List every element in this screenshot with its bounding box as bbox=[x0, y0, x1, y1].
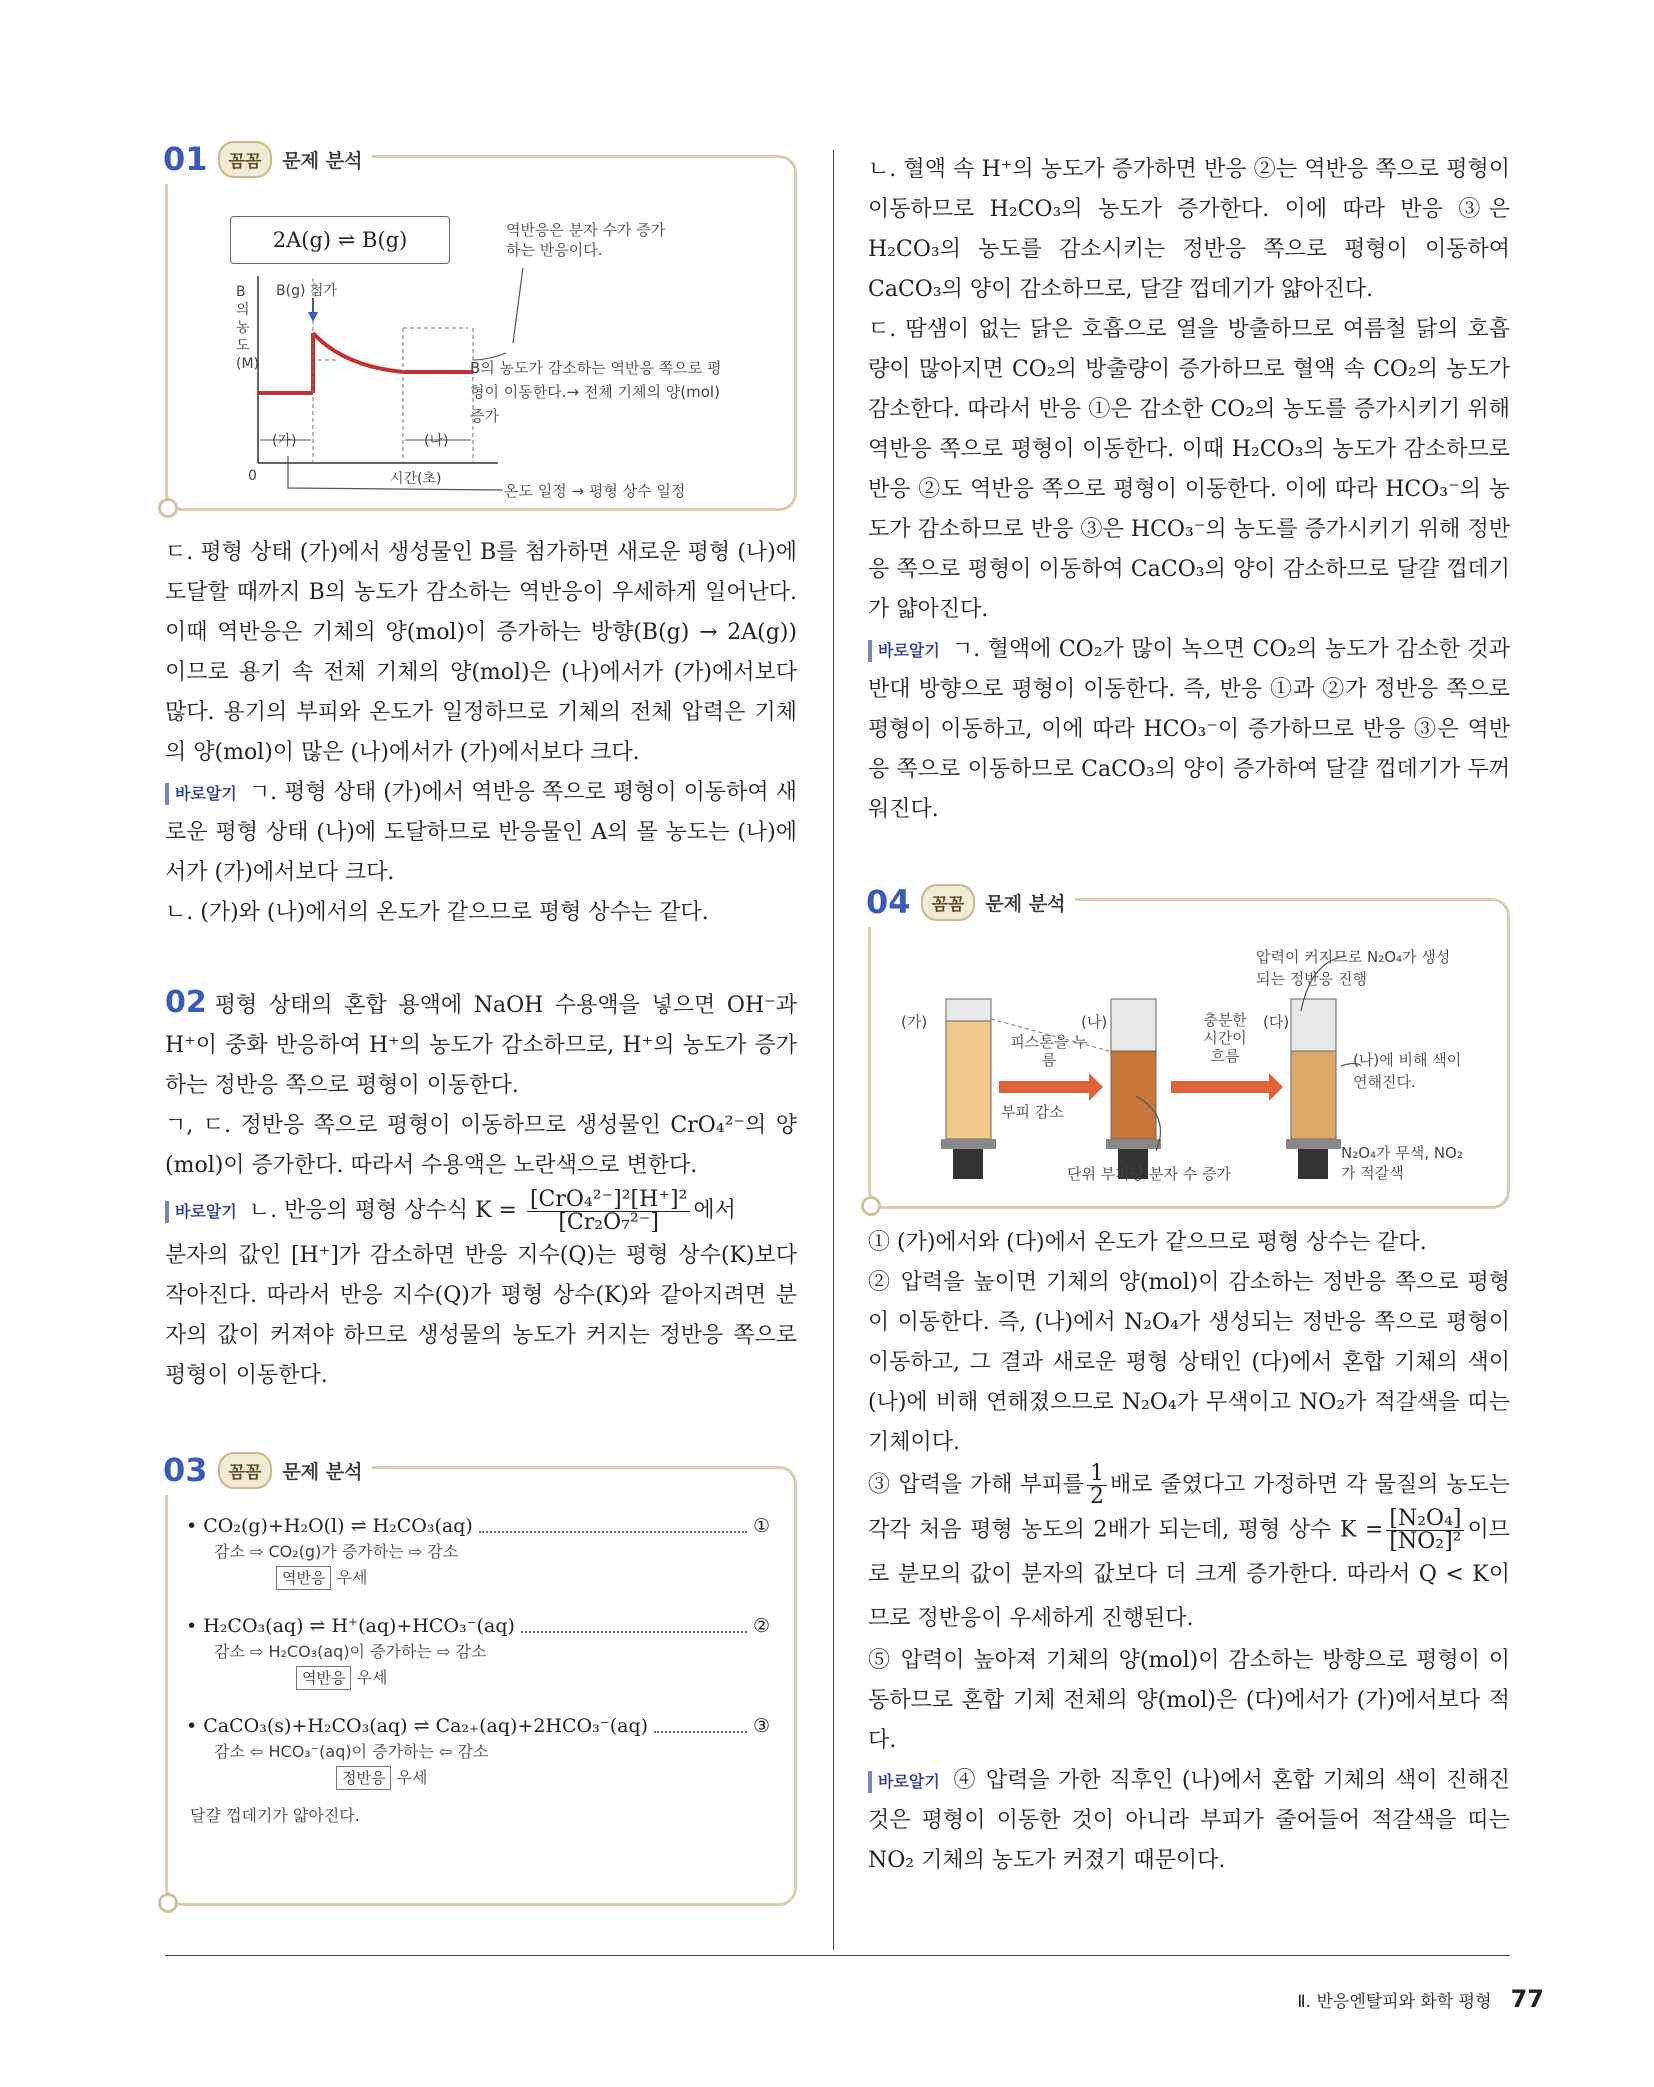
q04-statement-4: ④ 압력을 가한 직후인 (나)에서 혼합 기체의 색이 진해진 것은 평형이 이동한 것이 아니라 부피가 줄어들어 적갈색을 띠는 NO₂ 기체의 농도가 커졌기 때문이다. bbox=[868, 1768, 1510, 1873]
q04-bottom-note: 단위 부피당 분자 수 증가 bbox=[1067, 1165, 1231, 1183]
q02-explanation: ㄱ, ㄷ. 정반응 쪽으로 평형이 이동하므로 생성물인 CrO₄²⁻의 양(mol)이 증가한다. 따라서 수용액은 노란색으로 변한다. bbox=[165, 1113, 797, 1178]
page-footer bbox=[1297, 1985, 1544, 2013]
ring-decoration bbox=[158, 1893, 178, 1913]
q03-label: 문제 분석 bbox=[282, 1460, 363, 1483]
q03-badge: 꼼꼼 bbox=[218, 1452, 273, 1489]
q03-reaction-2-tag: 역반응 bbox=[296, 1666, 351, 1690]
q04-half-fraction bbox=[1087, 1463, 1107, 1508]
q04-statement-2: ② 압력을 높이면 기체의 양(mol)이 감소하는 정반응 쪽으로 평형이 이동한다. 즉, (나)에서 N₂O₄가 생성되는 정반응 쪽으로 평형이 이동하고, 그 결과 새로운 평형 상태인 (다)에서 혼합 기체의 색이 (나)에 비해 연해졌으므로 N₂O₄가 무색이고 NO₂가 적갈색을 띠는 기체이다. bbox=[868, 1270, 1510, 1455]
q03-reaction-1-num: ① bbox=[752, 1515, 770, 1537]
q01-reaction: 2A(g) ⇌ B(g) bbox=[272, 228, 408, 252]
footer-chapter: Ⅱ. 반응엔탈피와 화학 평형 bbox=[1297, 1992, 1492, 2012]
q04-right-note-2: N₂O₄가 무색, NO₂가 적갈색 bbox=[1341, 1144, 1463, 1182]
syringe-b-top bbox=[1111, 999, 1156, 1051]
left-column bbox=[163, 140, 797, 1906]
q03-reaction-3: • CaCO₃(s)+H₂CO₃(aq) ⇌ Ca₂₊(aq)+2HCO₃⁻(aq) bbox=[186, 1715, 649, 1737]
q04-label-na: (나) bbox=[1081, 1013, 1108, 1031]
q04-statement-3a: ③ 압력을 가해 부피를 bbox=[868, 1472, 1084, 1498]
q03-explanation-c: ㄷ. 땀샘이 없는 닭은 호흡으로 열을 방출하므로 여름철 닭의 호흡량이 많아지면 CO₂의 방출량이 증가하므로 혈액 속 CO₂의 농도가 감소한다. 따라서 반응 ①은 감소한 CO₂의 농도를 증가시키기 위해 역반응 쪽으로 평형이 이동한다. 이때 H₂CO₃의 농도가 감소하므로 반응 ②도 역반응 쪽으로 평형이 이동한다. 이에 따라 HCO₃⁻의 농도가 감소하므로 반응 ③은 HCO₃⁻의 농도를 증가시키기 위해 정반응 쪽으로 평형이 이동하여 CaCO₃의 양이 감소하므로 달걀 껍데기가 얇아진다. bbox=[868, 317, 1510, 622]
q04-half-den: 2 bbox=[1090, 1484, 1104, 1509]
q04-k-denominator: [NO₂]² bbox=[1389, 1529, 1462, 1554]
q01-reaction-box bbox=[230, 216, 450, 264]
time-arrow bbox=[1171, 1073, 1283, 1101]
syringe-c-cap bbox=[1298, 1149, 1328, 1179]
q04-label: 문제 분석 bbox=[985, 892, 1066, 915]
q01-origin: 0 bbox=[248, 468, 257, 484]
q02-k-denominator: [Cr₂O₇²⁻] bbox=[558, 1209, 659, 1235]
q04-top-note: 압력이 커지므로 N₂O₄가 생성되는 정반응 진행 bbox=[1256, 948, 1451, 988]
q03-number: 03 bbox=[163, 1451, 208, 1489]
page-number: 77 bbox=[1510, 1985, 1544, 2013]
q04-barun-tag: 바로알기 bbox=[868, 1771, 946, 1793]
syringe-a-base bbox=[941, 1139, 996, 1149]
column-divider bbox=[833, 150, 834, 1950]
q03-reaction-3-num: ③ bbox=[752, 1715, 770, 1737]
q03-reaction-1-dominant: 우세 bbox=[336, 1568, 368, 1587]
bottom-rule bbox=[165, 1955, 1510, 1956]
q04-volume-label: 부피 감소 bbox=[1001, 1103, 1064, 1121]
q04-statement-3c: 이므로 분모의 값이 분자의 값보다 더 크게 증가한다. 따라서 Q < K이므로 정반응이 우세하게 진행된다. bbox=[868, 1517, 1510, 1631]
q01-phase-b: (나) bbox=[424, 433, 449, 449]
q01-x-label: 시간(초) bbox=[390, 471, 442, 487]
q02-intro: 평형 상태의 혼합 용액에 NaOH 수용액을 넣으면 OH⁻과 H⁺이 중화 반응하여 H⁺의 농도가 감소하므로, H⁺의 농도가 증가하는 정반응 쪽으로 평형이 이동한다. bbox=[165, 993, 797, 1098]
q04-half-num: 1 bbox=[1087, 1463, 1107, 1486]
right-column bbox=[868, 150, 1510, 1881]
push-arrow bbox=[999, 1073, 1103, 1101]
q04-label-ga: (가) bbox=[901, 1013, 928, 1031]
q02-number: 02 bbox=[165, 985, 207, 1020]
q04-statement-3b: 배로 줄였다고 가정하면 각 물질의 농도는 각각 처음 평형 농도의 2배가 되는데, 평형 상수 K = bbox=[868, 1472, 1510, 1543]
q01-explanation: ㄷ. 평형 상태 (가)에서 생성물인 B를 첨가하면 새로운 평형 (나)에 도달할 때까지 B의 농도가 감소하는 역반응이 우세하게 일어난다. 이때 역반응은 기체의 양(mol)이 증가하는 방향(B(g) → 2A(g))이므로 용기 속 전체 기체의 양(mol)은 (나)에서가 (가)에서보다 많다. 용기의 부피와 온도가 일정하므로 기체의 전체 압력은 기체의 양(mol)이 많은 (나)에서가 (가)에서보다 크다. bbox=[165, 540, 797, 765]
q01-correction-2: ㄴ. (가)와 (나)에서의 온도가 같으므로 평형 상수는 같다. bbox=[165, 900, 709, 925]
q04-badge: 꼼꼼 bbox=[921, 884, 976, 921]
q03-reaction-1: • CO₂(g)+H₂O(l) ⇌ H₂CO₃(aq) bbox=[186, 1515, 473, 1537]
q04-statement-5: ⑤ 압력이 높아져 기체의 양(mol)이 감소하는 방향으로 평형이 이동하므로 혼합 기체 전체의 양(mol)은 (다)에서가 (가)에서보다 적다. bbox=[868, 1648, 1510, 1753]
q02-k-suffix: 에서 bbox=[693, 1198, 736, 1223]
q03-analysis-box bbox=[163, 1451, 797, 1906]
syringe-a-top bbox=[946, 999, 991, 1021]
q01-number: 01 bbox=[163, 140, 208, 178]
q04-analysis-box bbox=[866, 883, 1510, 1209]
q04-number: 04 bbox=[866, 883, 911, 921]
q01-phase-a: (가) bbox=[272, 433, 297, 449]
q04-statement-1: ① (가)에서와 (다)에서 온도가 같으므로 평형 상수는 같다. bbox=[868, 1230, 1427, 1255]
q02-k-fraction bbox=[527, 1186, 690, 1235]
q03-reaction-3-dominant: 우세 bbox=[396, 1768, 428, 1787]
q03-reaction-1-change: 감소 ⇨ CO₂(g)가 증가하는 ⇨ 감소 bbox=[214, 1542, 459, 1561]
q02-k-text: ㄴ. 반응의 평형 상수식 K = bbox=[248, 1198, 517, 1223]
decay-curve bbox=[313, 333, 473, 372]
q02-conclusion: 분자의 값인 [H⁺]가 감소하면 반응 지수(Q)는 평형 상수(K)보다 작아진다. 따라서 반응 지수(Q)가 평형 상수(K)와 같아지려면 분자의 값이 커져야 하므로 생성물의 농도가 커지는 정반응 쪽으로 평형이 이동한다. bbox=[165, 1243, 797, 1388]
q03-correction: ㄱ. 혈액에 CO₂가 많이 녹으면 CO₂의 농도가 감소한 것과 반대 방향으로 평형이 이동한다. 즉, 반응 ①과 ②가 정반응 쪽으로 평형이 이동하고, 이에 따라 HCO₃⁻이 증가하므로 반응 ③은 역반응 쪽으로 이동하므로 CaCO₃의 양이 증가하여 달걀 껍데기가 두꺼워진다. bbox=[868, 637, 1510, 822]
q01-badge: 꼼꼼 bbox=[218, 141, 273, 178]
q01-analysis-box bbox=[163, 140, 797, 511]
syringe-a-barrel bbox=[946, 1021, 991, 1139]
q01-label: 문제 분석 bbox=[282, 149, 363, 172]
syringe-b-base bbox=[1106, 1139, 1161, 1149]
q02-k-numerator: [CrO₄²⁻]²[H⁺]² bbox=[527, 1189, 690, 1212]
syringe-a-cap bbox=[953, 1149, 983, 1179]
q03-reaction-3-change: 감소 ⇦ HCO₃⁻(aq)이 증가하는 ⇦ 감소 bbox=[214, 1742, 489, 1761]
q03-reaction-2-dominant: 우세 bbox=[356, 1668, 388, 1687]
q04-push-label: 피스톤을 누름 bbox=[1010, 1033, 1088, 1069]
q01-barun-tag: 바로알기 bbox=[165, 783, 243, 805]
q03-barun-tag: 바로알기 bbox=[868, 640, 946, 662]
q03-reaction-2-num: ② bbox=[752, 1615, 770, 1637]
q04-time-label: 충분한 시간이 흐름 bbox=[1203, 1011, 1247, 1065]
q04-k-fraction bbox=[1386, 1508, 1464, 1553]
q03-explanation-b: ㄴ. 혈액 속 H⁺의 농도가 증가하면 반응 ②는 역반응 쪽으로 평형이 이동하므로 H₂CO₃의 농도가 증가한다. 이에 따라 반응 ③은 H₂CO₃의 농도를 감소시키는 정반응 쪽으로 평형이 이동하여 CaCO₃의 양이 감소하므로, 달걀 껍데기가 얇아진다. bbox=[868, 157, 1510, 302]
q01-y-label: B의 농도(M) bbox=[236, 284, 260, 372]
q01-event-label: B(g) 첨가 bbox=[276, 283, 337, 299]
syringe-c-top bbox=[1291, 999, 1336, 1051]
q04-right-note-1: (나)에 비해 색이 연해진다. bbox=[1353, 1051, 1462, 1091]
q03-reaction-2: • H₂CO₃(aq) ⇌ H⁺(aq)+HCO₃⁻(aq) bbox=[186, 1615, 515, 1637]
q04-label-da: (다) bbox=[1263, 1013, 1290, 1031]
note-arrow-line bbox=[513, 268, 524, 343]
syringe-c-base bbox=[1286, 1139, 1341, 1149]
q03-reaction-3-tag: 정반응 bbox=[336, 1766, 391, 1790]
q01-note2: B의 농도가 감소하는 역반응 쪽으로 평형이 이동한다.→ 전체 기체의 양(mol) 증가 bbox=[470, 359, 722, 425]
q02-barun-tag: 바로알기 bbox=[165, 1201, 243, 1223]
q04-k-numerator: [N₂O₄] bbox=[1386, 1508, 1464, 1531]
q03-reaction-1-tag: 역반응 bbox=[276, 1566, 331, 1590]
q01-note1: 역반응은 분자 수가 증가하는 반응이다. bbox=[506, 221, 666, 259]
syringe-b-barrel bbox=[1111, 1051, 1156, 1139]
q03-reaction-2-change: 감소 ⇨ H₂CO₃(aq)이 증가하는 ⇨ 감소 bbox=[214, 1642, 487, 1661]
syringe-c-barrel bbox=[1291, 1051, 1336, 1139]
q03-result: 달걀 껍데기가 얇아진다. bbox=[190, 1806, 360, 1825]
q01-correction-1: ㄱ. 평형 상태 (가)에서 역반응 쪽으로 평형이 이동하여 새로운 평형 상태 (나)에 도달하므로 반응물인 A의 몰 농도는 (나)에서가 (가)에서보다 크다. bbox=[165, 780, 797, 885]
q01-note3: 온도 일정 → 평형 상수 일정 bbox=[504, 482, 686, 500]
